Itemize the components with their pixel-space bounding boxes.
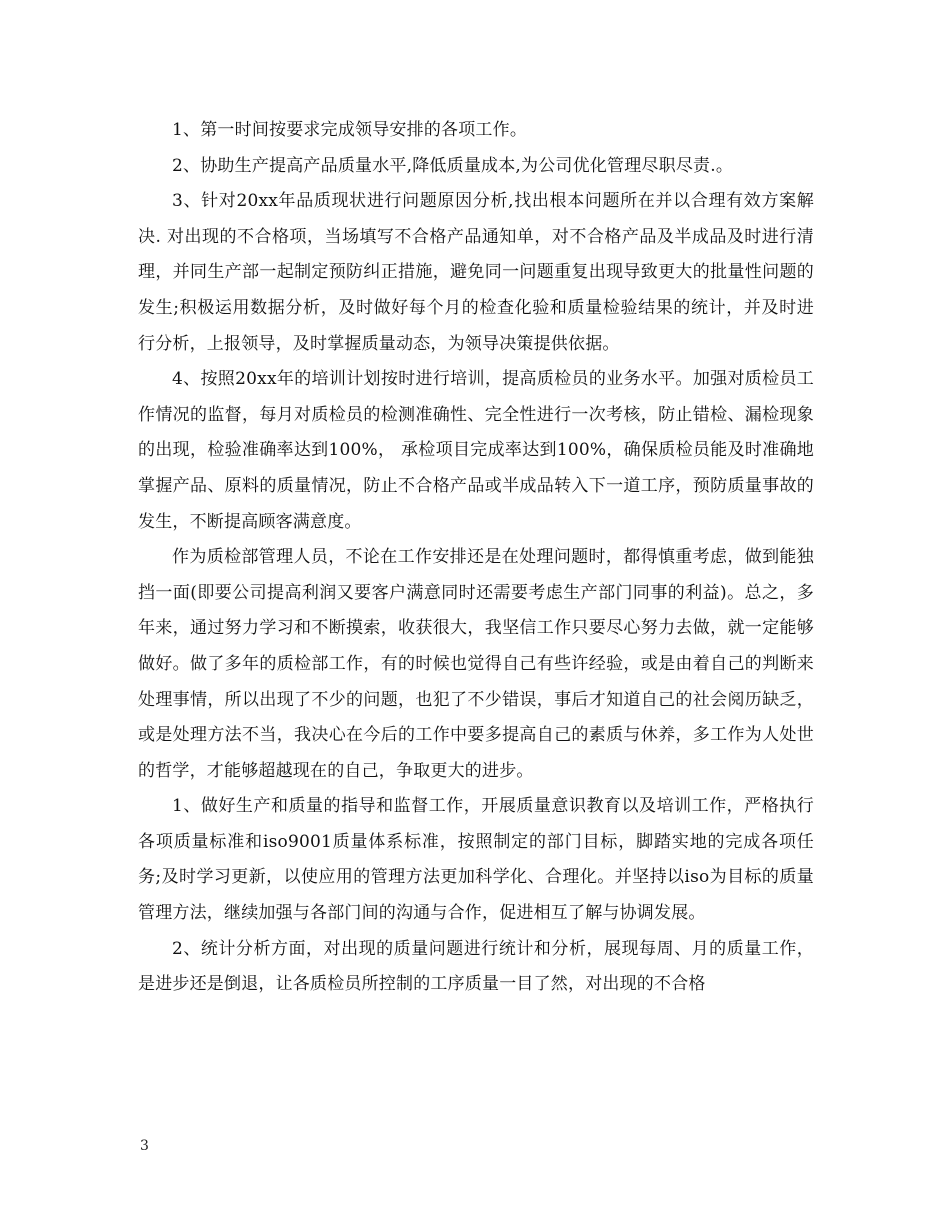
paragraph-plan-1: 1、做好生产和质量的指导和监督工作，开展质量意识教育以及培训工作，严格执行各项质量标准和iso9001质量体系标准，按照制定的部门目标，脚踏实地的完成各项任务;及时学习更新，以使应用的管理方法更加科学化、合理化。并坚持以iso为目标的质量管理方法，继续加强与各部门间的沟通与合作，促进相互了解与协调发展。 bbox=[138, 796, 814, 924]
paragraph-task-3: 3、针对20xx年品质现状进行问题原因分析,找出根本问题所在并以合理有效方案解决. 对出现的不合格项，当场填写不合格产品通知单，对不合格产品及半成品及时进行清理，并同生产部一起制定预防纠正措施，避免同一问题重复出现导致更大的批量性问题的发生;积极运用数据分析，及时做好每个月的检查化验和质量检验结果的统计，并及时进行分析，上报领导，及时掌握质量动态，为领导决策提供依据。 bbox=[138, 191, 814, 354]
paragraph-task-1: 1、第一时间按要求完成领导安排的各项工作。 bbox=[172, 120, 528, 140]
paragraph-plan-2: 2、统计分析方面，对出现的质量问题进行统计和分析，展现每周、月的质量工作，是进步还是倒退，让各质检员所控制的工序质量一目了然，对出现的不合格 bbox=[138, 938, 814, 995]
paragraph-task-4: 4、按照20xx年的培训计划按时进行培训，提高质检员的业务水平。加强对质检员工作情况的监督，每月对质检员的检测准确性、完全性进行一次考核，防止错检、漏检现象的出现，检验准确率达到100%， 承检项目完成率达到100%，确保质检员能及时准确地掌握产品、原料的质量情况，防止不合格产品或半成品转入下一道工序，预防质量事故的发生，不断提高顾客满意度。 bbox=[138, 369, 814, 532]
document-body bbox=[138, 113, 814, 1003]
page-number: 3 bbox=[140, 1138, 149, 1154]
paragraph-summary: 作为质检部管理人员，不论在工作安排还是在处理问题时，都得慎重考虑，做到能独挡一面(即要公司提高利润又要客户满意同时还需要考虑生产部门同事的利益)。总之，多年来，通过努力学习和不断摸索，收获很大，我坚信工作只要尽心努力去做，就一定能够做好。做了多年的质检部工作，有的时候也觉得自己有些许经验，或是由着自己的判断来处理事情，所以出现了不少的问题，也犯了不少错误，事后才知道自己的社会阅历缺乏，或是处理方法不当，我决心在今后的工作中要多提高自己的素质与休养，多工作为人处世的哲学，才能够超越现在的自己，争取更大的进步。 bbox=[138, 547, 814, 781]
paragraph-task-2: 2、协助生产提高产品质量水平,降低质量成本,为公司优化管理尽职尽责.。 bbox=[172, 155, 734, 176]
